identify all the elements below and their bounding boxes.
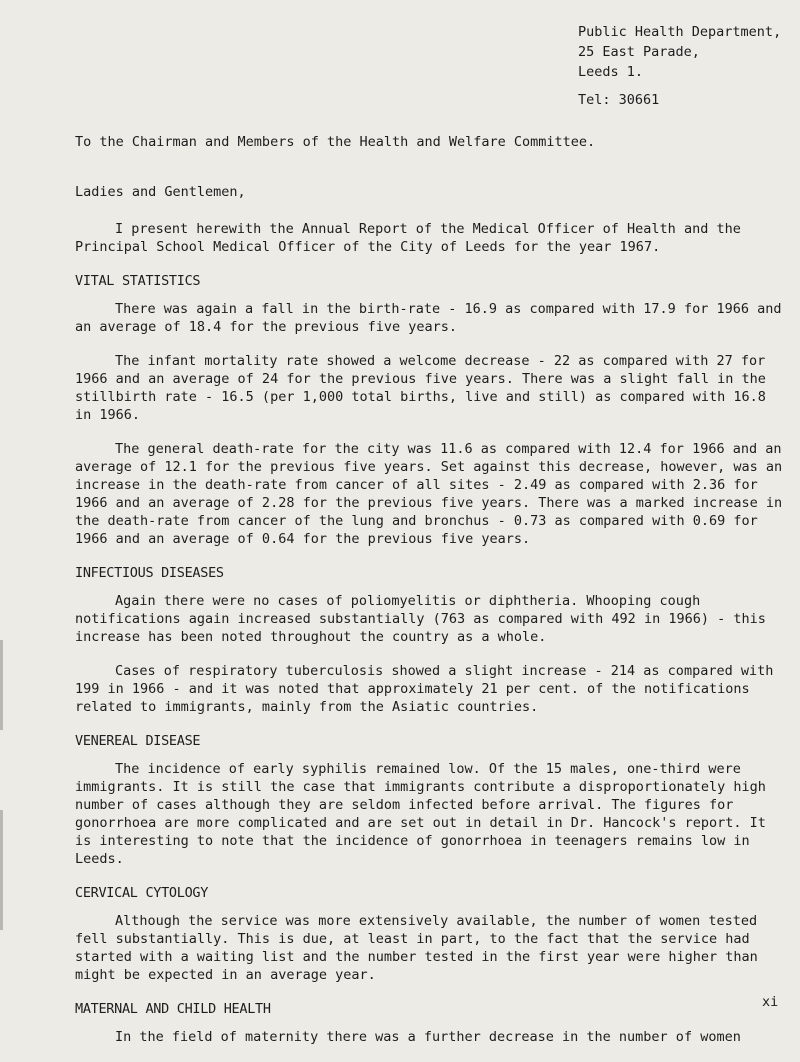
heading-vital-statistics: VITAL STATISTICS [75,273,201,289]
heading-cervical-cytology: CERVICAL CYTOLOGY [75,885,209,901]
scan-edge-mark [0,810,3,930]
paragraph: The incidence of early syphilis remained low. Of the 15 males, one-third were immigrants. It is still the case that immigrants contribute a disproportionately high number of cases although they are seldom infected before arrival. The figures for gonorrhoea are more complicated and are set out in detail in Dr. Hancock's report. It is interesting to note that the incidence of gonorrhoea in teenagers remains low in Leeds. [75,761,766,867]
sender-address [578,22,781,110]
paragraph: There was again a fall in the birth-rate - 16.9 as compared with 17.9 for 1966 and an average of 18.4 for the previous five years. [75,301,782,335]
heading-maternal-child-health: MATERNAL AND CHILD HEALTH [75,1001,271,1017]
paragraph: Cases of respiratory tuberculosis showed a slight increase - 214 as compared with 199 in 1966 - and it was noted that approximately 21 per cent. of the notifications related to immigrants, mainly from the Asiatic countries. [75,663,774,715]
paragraph: Again there were no cases of poliomyelitis or diphtheria. Whooping cough notifications again increased substantially (763 as compared with 492 in 1966) - this increase has been noted throughout the country as a whole. [75,593,766,645]
paragraph: The infant mortality rate showed a welcome decrease - 22 as compared with 27 for 1966 and an average of 24 for the previous five years. There was a slight fall in the stillbirth rate - 16.5 (per 1,000 total births, live and still) as compared with 16.8 in 1966. [75,353,766,423]
letter-body [75,220,785,1062]
heading-infectious-diseases: INFECTIOUS DISEASES [75,565,224,581]
intro-paragraph: I present herewith the Annual Report of the Medical Officer of Health and the Principal School Medical Officer of the City of Leeds for the year 1967. [75,221,741,255]
addressee: To the Chairman and Members of the Health and Welfare Committee. [75,134,596,150]
address-line: Leeds 1. [578,64,644,80]
page-number: xi [762,994,779,1010]
heading-venereal-disease: VENEREAL DISEASE [75,733,201,749]
telephone: Tel: 30661 [578,92,660,108]
address-line: 25 East Parade, [578,44,700,60]
paragraph: In the field of maternity there was a further decrease in the number of women [115,1029,741,1045]
paragraph: Although the service was more extensively available, the number of women tested fell substantially. This is due, at least in part, to the fact that the service had started with a waiting list and the number tested in the first year were higher than might be expected in an average year. [75,913,758,983]
address-line: Public Health Department, [578,24,782,40]
scan-edge-mark [0,640,3,730]
greeting: Ladies and Gentlemen, [75,184,246,200]
paragraph: The general death-rate for the city was 11.6 as compared with 12.4 for 1966 and an average of 12.1 for the previous five years. Set against this decrease, however, was an increase in the death-rate from cancer of all sites - 2.49 as compared with 2.36 for 1966 and an average of 2.28 for the previous five years. There was a marked increase in the death-rate from cancer of the lung and bronchus - 0.73 as compared with 0.69 for 1966 and an average of 0.64 for the previous five years. [75,441,783,547]
